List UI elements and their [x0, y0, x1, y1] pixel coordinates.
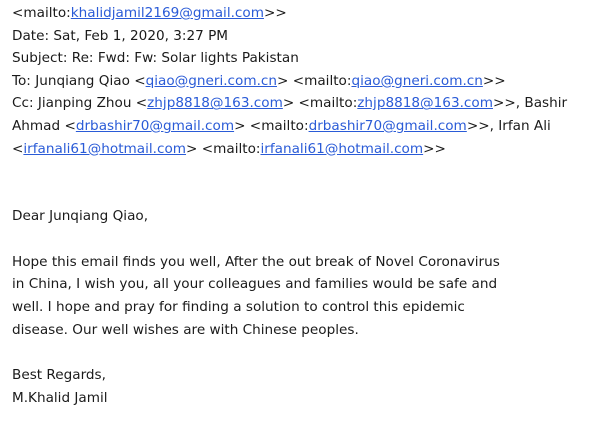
- cc-1-mailto-link[interactable]: zhjp8818@163.com: [357, 95, 493, 112]
- signature: M.Khalid Jamil: [12, 389, 108, 406]
- to-open-angle: <: [134, 72, 146, 89]
- cc-3-name: Irfan Ali: [498, 117, 551, 134]
- cc-3-email-link[interactable]: irfanali61@hotmail.com: [23, 140, 187, 157]
- spacer: [12, 228, 610, 251]
- cc-1-close-angle: >: [282, 95, 295, 112]
- date-line: [12, 25, 610, 48]
- cc-2-mailto-close: >>,: [466, 117, 499, 134]
- cc-1-mailto-open: <mailto:: [294, 95, 358, 112]
- to-mailto-open: <mailto:: [288, 72, 352, 89]
- greeting: Dear Junqiang Qiao,: [12, 208, 149, 225]
- subject-line: [12, 47, 610, 70]
- spacer: [12, 160, 610, 205]
- to-name: Junqiang Qiao: [35, 72, 130, 89]
- from-line: [12, 2, 610, 25]
- to-label: To:: [12, 72, 31, 89]
- paragraph-line: disease. Our well wishes are with Chinese peoples.: [12, 321, 359, 338]
- cc-1-email-link[interactable]: zhjp8818@163.com: [147, 95, 283, 112]
- from-prefix: <mailto:: [12, 5, 71, 21]
- cc-2-name: Bashir Ahmad: [12, 95, 568, 134]
- spacer: [12, 341, 610, 364]
- to-mailto-close: >>: [482, 72, 506, 89]
- date-value: Sat, Feb 1, 2020, 3:27 PM: [53, 27, 229, 44]
- from-email-link[interactable]: khalidjamil2169@gmail.com: [70, 5, 264, 21]
- cc-label: Cc:: [12, 95, 34, 112]
- cc-3-mailto-link[interactable]: irfanali61@hotmail.com: [260, 140, 424, 157]
- subject-value: Re: Fwd: Fw: Solar lights Pakistan: [71, 50, 299, 67]
- cc-1-name: Jianping Zhou: [37, 95, 132, 112]
- paragraph-line: well. I hope and pray for finding a solution to control this epidemic: [12, 298, 465, 315]
- cc-1-open-angle: <: [135, 95, 148, 112]
- closing: Best Regards,: [12, 367, 106, 384]
- cc-3-open-angle: <: [12, 140, 24, 157]
- cc-2-mailto-open: <mailto:: [245, 117, 309, 134]
- cc-2-email-link[interactable]: drbashir70@gmail.com: [75, 117, 235, 134]
- cc-3-mailto-close: >>: [423, 140, 446, 157]
- to-mailto-link[interactable]: qiao@gneri.com.cn: [351, 72, 483, 89]
- to-close-angle: >: [277, 72, 289, 89]
- paragraph-line: in China, I wish you, all your colleagues and families would be safe and: [12, 276, 498, 293]
- date-label: Date:: [12, 27, 50, 44]
- cc-3-close-angle: >: [186, 140, 198, 157]
- cc-1-mailto-close: >>,: [492, 95, 525, 112]
- cc-block: [12, 92, 598, 160]
- body-paragraph: [12, 251, 610, 341]
- cc-2-open-angle: <: [64, 117, 76, 134]
- subject-label: Subject:: [12, 50, 68, 67]
- cc-3-mailto-open: <mailto:: [197, 140, 261, 157]
- to-line: [12, 70, 610, 93]
- to-email-link[interactable]: qiao@gneri.com.cn: [145, 72, 277, 89]
- from-suffix: >>: [263, 5, 287, 21]
- cc-2-mailto-link[interactable]: drbashir70@gmail.com: [308, 117, 467, 134]
- paragraph-line: Hope this email finds you well, After the out break of Novel Coronavirus: [12, 253, 500, 270]
- cc-2-close-angle: >: [234, 117, 246, 134]
